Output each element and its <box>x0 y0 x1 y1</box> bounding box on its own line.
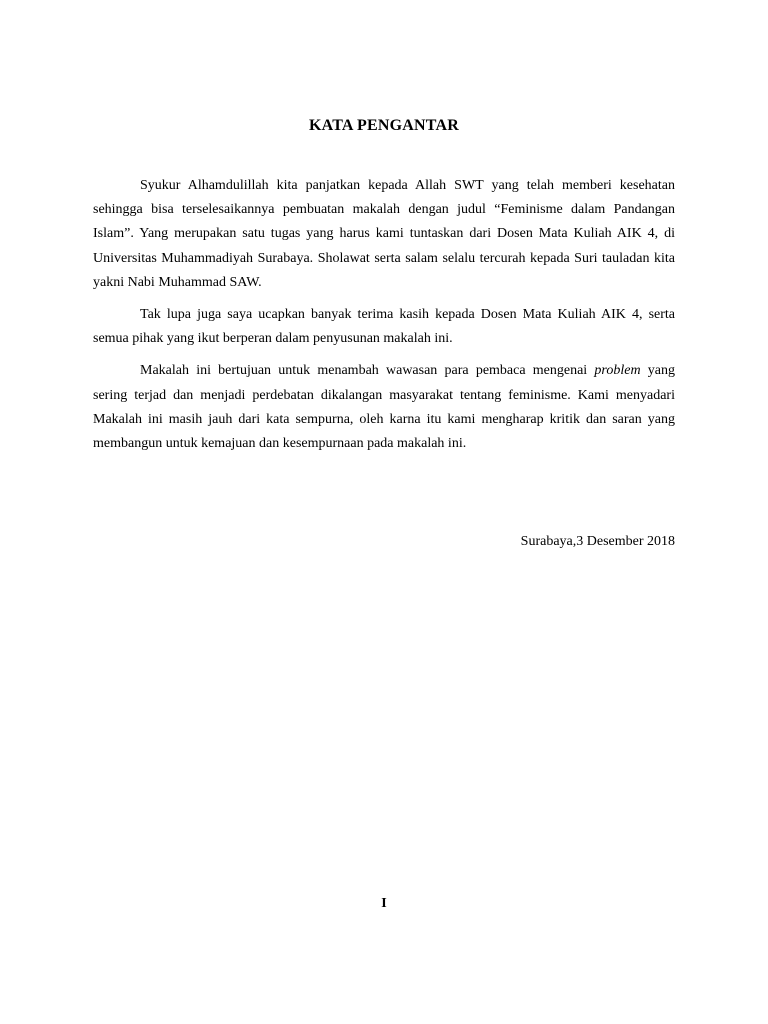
paragraph-1: Syukur Alhamdulillah kita panjatkan kepada Allah SWT yang telah memberi kesehatan sehingga bisa terselesaikannya pembuatan makalah dengan judul “Feminisme dalam Pandangan Islam”. Yang merupakan satu tugas yang harus kami tuntaskan dari Dosen Mata Kuliah AIK 4, di Universitas Muhammadiyah Surabaya. Sholawat serta salam selalu tercurah kepada Suri tauladan kita yakni Nabi Muhammad SAW. <box>93 178 675 290</box>
page-title: KATA PENGANTAR <box>309 117 459 134</box>
page-number: I <box>381 896 387 911</box>
paragraph-3-text-start: Makalah ini bertujuan untuk menambah wawasan para pembaca mengenai <box>140 363 595 379</box>
paragraph-3-text-end: yang sering terjad dan menjadi perdebatan dikalangan masyarakat tentang feminisme. Kami menyadari Makalah ini masih jauh dari kata sempurna, oleh karna itu kami mengharap kritik dan saran yang membangun untuk kemajuan dan kesempurnaan pada makalah ini. <box>93 363 675 452</box>
paragraph-3-italic-word: problem <box>594 363 641 379</box>
paragraph-3 <box>93 359 675 456</box>
signature-place-date: Surabaya,3 Desember 2018 <box>520 534 675 549</box>
paragraph-2: Tak lupa juga saya ucapkan banyak terima kasih kepada Dosen Mata Kuliah AIK 4, serta semua pihak yang ikut berperan dalam penyusunan makalah ini. <box>93 307 675 347</box>
body-text <box>93 174 675 464</box>
